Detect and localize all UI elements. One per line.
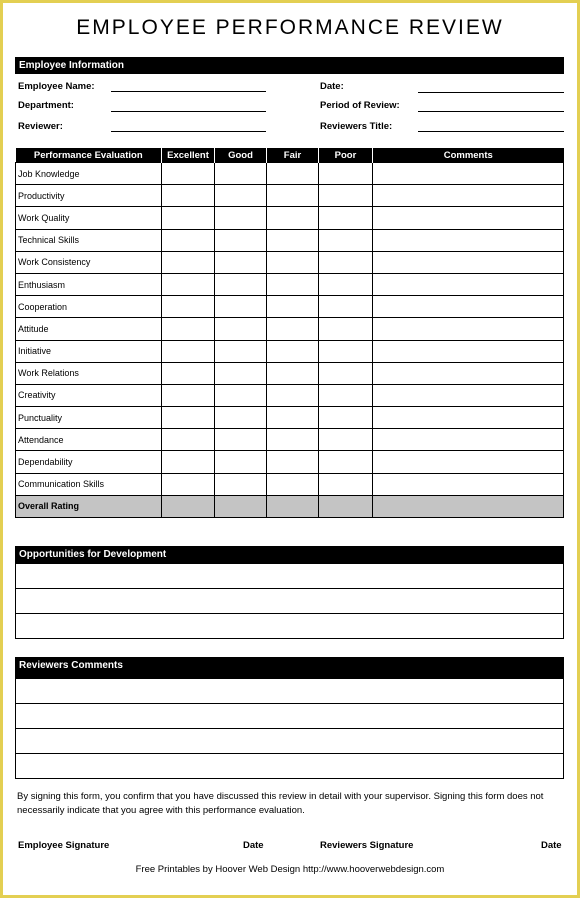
employee-signature-label: Employee Signature bbox=[18, 840, 110, 851]
poor-cell[interactable] bbox=[319, 340, 373, 362]
good-cell[interactable] bbox=[215, 384, 267, 406]
column-header: Poor bbox=[319, 148, 373, 163]
column-header: Good bbox=[215, 148, 267, 163]
employee-info-header: Employee Information bbox=[15, 57, 564, 74]
fair-cell[interactable] bbox=[267, 296, 319, 318]
comments-cell[interactable] bbox=[373, 384, 564, 406]
poor-cell[interactable] bbox=[319, 384, 373, 406]
comments-cell[interactable] bbox=[373, 495, 564, 517]
excellent-cell[interactable] bbox=[162, 495, 215, 517]
criterion-label: Dependability bbox=[16, 451, 162, 473]
period-of-review-label: Period of Review: bbox=[320, 100, 400, 111]
column-header: Comments bbox=[373, 148, 564, 163]
criterion-label: Overall Rating bbox=[16, 495, 162, 517]
table-row bbox=[16, 229, 564, 251]
fair-cell[interactable] bbox=[267, 429, 319, 451]
criterion-label: Job Knowledge bbox=[16, 163, 162, 185]
excellent-cell[interactable] bbox=[162, 451, 215, 473]
poor-cell[interactable] bbox=[319, 273, 373, 295]
fair-cell[interactable] bbox=[267, 384, 319, 406]
poor-cell[interactable] bbox=[319, 296, 373, 318]
employee-name-label: Employee Name: bbox=[18, 81, 95, 92]
employee-date-label: Date bbox=[243, 840, 264, 851]
comments-cell[interactable] bbox=[373, 451, 564, 473]
table-row bbox=[16, 340, 564, 362]
good-cell[interactable] bbox=[215, 273, 267, 295]
criterion-label: Work Relations bbox=[16, 362, 162, 384]
table-row bbox=[16, 296, 564, 318]
table-row bbox=[16, 451, 564, 473]
excellent-cell[interactable] bbox=[162, 473, 215, 495]
table-body bbox=[16, 163, 564, 518]
reviewer-signature-label: Reviewers Signature bbox=[320, 840, 414, 851]
criterion-label: Creativity bbox=[16, 384, 162, 406]
poor-cell[interactable] bbox=[319, 185, 373, 207]
excellent-cell[interactable] bbox=[162, 407, 215, 429]
reviewers-comments-lines bbox=[15, 678, 564, 779]
fair-cell[interactable] bbox=[267, 340, 319, 362]
poor-cell[interactable] bbox=[319, 451, 373, 473]
opportunities-line[interactable] bbox=[16, 588, 563, 613]
table-row bbox=[16, 407, 564, 429]
reviewers-comments-line[interactable] bbox=[16, 728, 563, 753]
comments-cell[interactable] bbox=[373, 251, 564, 273]
good-cell[interactable] bbox=[215, 251, 267, 273]
comments-cell[interactable] bbox=[373, 273, 564, 295]
table-row bbox=[16, 429, 564, 451]
excellent-cell[interactable] bbox=[162, 429, 215, 451]
column-header: Performance Evaluation bbox=[16, 148, 162, 163]
comments-cell[interactable] bbox=[373, 185, 564, 207]
fair-cell[interactable] bbox=[267, 185, 319, 207]
poor-cell[interactable] bbox=[319, 473, 373, 495]
department-label: Department: bbox=[18, 100, 74, 111]
criterion-label: Punctuality bbox=[16, 407, 162, 429]
reviewer-date-label: Date bbox=[541, 840, 562, 851]
department-field[interactable] bbox=[111, 111, 266, 112]
excellent-cell[interactable] bbox=[162, 384, 215, 406]
fair-cell[interactable] bbox=[267, 273, 319, 295]
good-cell[interactable] bbox=[215, 473, 267, 495]
comments-cell[interactable] bbox=[373, 296, 564, 318]
poor-cell[interactable] bbox=[319, 495, 373, 517]
comments-cell[interactable] bbox=[373, 473, 564, 495]
good-cell[interactable] bbox=[215, 340, 267, 362]
overall-rating-row bbox=[16, 495, 564, 517]
opportunities-line[interactable] bbox=[16, 563, 563, 588]
criterion-label: Work Quality bbox=[16, 207, 162, 229]
good-cell[interactable] bbox=[215, 163, 267, 185]
comments-cell[interactable] bbox=[373, 362, 564, 384]
table-row bbox=[16, 473, 564, 495]
criterion-label: Work Consistency bbox=[16, 251, 162, 273]
reviewer-label: Reviewer: bbox=[18, 121, 63, 132]
date-field[interactable] bbox=[418, 92, 564, 93]
excellent-cell[interactable] bbox=[162, 362, 215, 384]
table-header-row bbox=[16, 148, 564, 163]
excellent-cell[interactable] bbox=[162, 318, 215, 340]
table-row bbox=[16, 251, 564, 273]
excellent-cell[interactable] bbox=[162, 207, 215, 229]
criterion-label: Technical Skills bbox=[16, 229, 162, 251]
poor-cell[interactable] bbox=[319, 407, 373, 429]
fair-cell[interactable] bbox=[267, 407, 319, 429]
date-label: Date: bbox=[320, 81, 344, 92]
fair-cell[interactable] bbox=[267, 495, 319, 517]
fair-cell[interactable] bbox=[267, 207, 319, 229]
table-row bbox=[16, 185, 564, 207]
employee-name-field[interactable] bbox=[111, 91, 266, 92]
comments-cell[interactable] bbox=[373, 407, 564, 429]
footer-credit: Free Printables by Hoover Web Design http://www.hooverwebdesign.com bbox=[135, 864, 445, 875]
criterion-label: Initiative bbox=[16, 340, 162, 362]
reviewers-title-field[interactable] bbox=[418, 131, 564, 132]
fair-cell[interactable] bbox=[267, 362, 319, 384]
criterion-label: Cooperation bbox=[16, 296, 162, 318]
comments-cell[interactable] bbox=[373, 340, 564, 362]
poor-cell[interactable] bbox=[319, 229, 373, 251]
opportunities-lines bbox=[15, 563, 564, 639]
good-cell[interactable] bbox=[215, 362, 267, 384]
excellent-cell[interactable] bbox=[162, 296, 215, 318]
fair-cell[interactable] bbox=[267, 473, 319, 495]
reviewers-comments-header: Reviewers Comments bbox=[15, 657, 564, 678]
comments-cell[interactable] bbox=[373, 429, 564, 451]
excellent-cell[interactable] bbox=[162, 273, 215, 295]
reviewers-comments-line[interactable] bbox=[16, 753, 563, 778]
column-header: Fair bbox=[267, 148, 319, 163]
excellent-cell[interactable] bbox=[162, 185, 215, 207]
criterion-label: Enthusiasm bbox=[16, 273, 162, 295]
table-row bbox=[16, 318, 564, 340]
comments-cell[interactable] bbox=[373, 207, 564, 229]
table-row bbox=[16, 273, 564, 295]
excellent-cell[interactable] bbox=[162, 163, 215, 185]
reviewer-field[interactable] bbox=[111, 131, 266, 132]
poor-cell[interactable] bbox=[319, 318, 373, 340]
good-cell[interactable] bbox=[215, 451, 267, 473]
opportunities-line[interactable] bbox=[16, 613, 563, 638]
criterion-label: Productivity bbox=[16, 185, 162, 207]
period-of-review-field[interactable] bbox=[418, 111, 564, 112]
excellent-cell[interactable] bbox=[162, 229, 215, 251]
table-row bbox=[16, 207, 564, 229]
good-cell[interactable] bbox=[215, 407, 267, 429]
good-cell[interactable] bbox=[215, 229, 267, 251]
poor-cell[interactable] bbox=[319, 251, 373, 273]
opportunities-header: Opportunities for Development bbox=[15, 546, 564, 563]
good-cell[interactable] bbox=[215, 495, 267, 517]
excellent-cell[interactable] bbox=[162, 340, 215, 362]
excellent-cell[interactable] bbox=[162, 251, 215, 273]
poor-cell[interactable] bbox=[319, 163, 373, 185]
column-header: Excellent bbox=[162, 148, 215, 163]
fair-cell[interactable] bbox=[267, 163, 319, 185]
table-row bbox=[16, 163, 564, 185]
good-cell[interactable] bbox=[215, 185, 267, 207]
comments-cell[interactable] bbox=[373, 318, 564, 340]
good-cell[interactable] bbox=[215, 318, 267, 340]
table-row bbox=[16, 362, 564, 384]
good-cell[interactable] bbox=[215, 207, 267, 229]
reviewers-title-label: Reviewers Title: bbox=[320, 121, 393, 132]
reviewers-comments-line[interactable] bbox=[16, 703, 563, 728]
poor-cell[interactable] bbox=[319, 207, 373, 229]
comments-cell[interactable] bbox=[373, 163, 564, 185]
fair-cell[interactable] bbox=[267, 251, 319, 273]
good-cell[interactable] bbox=[215, 429, 267, 451]
comments-cell[interactable] bbox=[373, 229, 564, 251]
table-row bbox=[16, 384, 564, 406]
poor-cell[interactable] bbox=[319, 362, 373, 384]
criterion-label: Attitude bbox=[16, 318, 162, 340]
criterion-label: Attendance bbox=[16, 429, 162, 451]
good-cell[interactable] bbox=[215, 296, 267, 318]
page-title: EMPLOYEE PERFORMANCE REVIEW bbox=[76, 16, 504, 39]
reviewers-comments-line[interactable] bbox=[16, 678, 563, 703]
poor-cell[interactable] bbox=[319, 429, 373, 451]
fair-cell[interactable] bbox=[267, 451, 319, 473]
fair-cell[interactable] bbox=[267, 318, 319, 340]
fair-cell[interactable] bbox=[267, 229, 319, 251]
performance-evaluation-table bbox=[15, 148, 564, 518]
criterion-label: Communication Skills bbox=[16, 473, 162, 495]
disclaimer-text: By signing this form, you confirm that you have discussed this review in detail with your supervisor. Signing this form does not necessarily indicate that you agree with this performance evaluation. bbox=[17, 791, 544, 816]
